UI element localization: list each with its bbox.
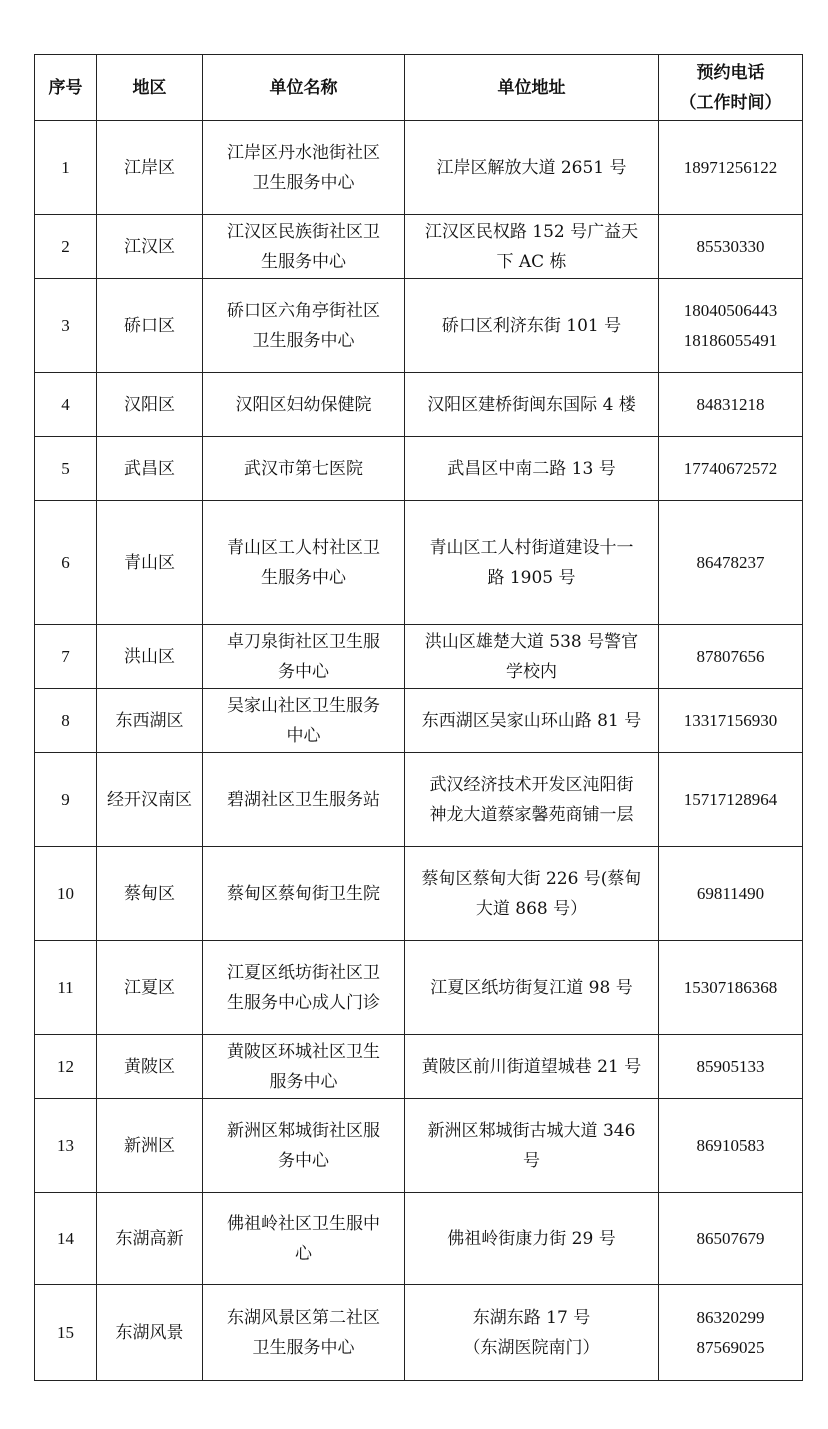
header-row [35,55,803,121]
phone-number-line: 18186055491 [683,330,778,350]
phone-cell [659,215,803,279]
phone-cell [659,1099,803,1193]
unit-name-cell [203,1035,405,1099]
district-cell: 武昌区 [97,437,203,501]
district-cell: 硚口区 [97,279,203,373]
phone-cell [659,437,803,501]
row-number: 12 [35,1035,97,1099]
unit-name-line: 江岸区丹水池街社区 [227,142,380,163]
vaccination-directory-table [34,54,803,1381]
unit-address-line: 大道 868 号） [475,898,588,919]
unit-address-line: 神龙大道蔡家馨苑商铺一层 [429,804,634,825]
unit-name-line: 碧湖社区卫生服务站 [227,789,380,810]
unit-name-cell [203,215,405,279]
unit-name-line: 江夏区纸坊街社区卫 [227,962,380,983]
table-row [35,1099,803,1193]
unit-address-line: 号 [523,1150,540,1171]
table-row [35,689,803,753]
unit-address-line: 江夏区纸坊街复江道 98 号 [430,977,633,998]
header-unit-address: 单位地址 [405,55,659,121]
unit-name-line: 生服务中心成人门诊 [227,992,380,1013]
unit-name-cell [203,625,405,689]
district-cell: 青山区 [97,501,203,625]
unit-name-line: 服务中心 [269,1071,338,1092]
header-unit-name: 单位名称 [203,55,405,121]
table-row [35,1193,803,1285]
table-row [35,753,803,847]
header-district: 地区 [97,55,203,121]
unit-name-line: 卓刀泉街社区卫生服 [227,631,380,652]
phone-cell [659,501,803,625]
phone-number-line: 86320299 [696,1307,765,1327]
table-row [35,215,803,279]
row-number: 4 [35,373,97,437]
unit-name-line: 心 [295,1243,312,1264]
phone-cell [659,941,803,1035]
unit-address-cell [405,373,659,437]
phone-cell [659,689,803,753]
district-cell: 江夏区 [97,941,203,1035]
phone-cell [659,121,803,215]
phone-cell [659,753,803,847]
unit-name-cell [203,1285,405,1381]
row-number: 1 [35,121,97,215]
unit-name-cell [203,279,405,373]
unit-name-line: 蔡甸区蔡甸街卫生院 [227,883,380,904]
unit-address-cell [405,1285,659,1381]
row-number: 7 [35,625,97,689]
unit-name-cell [203,437,405,501]
unit-name-line: 东湖风景区第二社区 [227,1307,380,1328]
table-row [35,847,803,941]
unit-address-cell [405,501,659,625]
phone-cell [659,625,803,689]
district-cell: 经开汉南区 [97,753,203,847]
unit-address-cell [405,847,659,941]
unit-address-line: 武昌区中南二路 13 号 [447,458,616,479]
unit-address-line: 青山区工人村街道建设十一 [429,537,634,558]
unit-name-line: 新洲区邾城街社区服 [227,1120,380,1141]
unit-name-cell [203,941,405,1035]
row-number: 14 [35,1193,97,1285]
phone-cell [659,847,803,941]
district-cell: 洪山区 [97,625,203,689]
phone-number-line: 85905133 [696,1056,765,1076]
unit-name-cell [203,121,405,215]
unit-name-line: 黄陂区环城社区卫生 [227,1041,380,1062]
phone-cell [659,1285,803,1381]
row-number: 10 [35,847,97,941]
table-row [35,279,803,373]
header-phone [659,55,803,121]
header-phone-line1: 预约电话 [696,62,765,83]
unit-address-cell [405,753,659,847]
unit-address-line: 学校内 [506,661,557,682]
unit-address-line: 汉阳区建桥街闽东国际 4 楼 [427,394,636,415]
phone-cell [659,1035,803,1099]
unit-address-cell [405,625,659,689]
phone-number-line: 86910583 [696,1135,765,1155]
phone-number-line: 18971256122 [683,157,778,177]
unit-address-cell [405,215,659,279]
table-row [35,373,803,437]
row-number: 3 [35,279,97,373]
phone-number-line: 15717128964 [683,789,778,809]
unit-name-line: 生服务中心 [261,251,346,272]
table-row [35,941,803,1035]
unit-name-line: 佛祖岭社区卫生服中 [227,1213,380,1234]
unit-name-cell [203,753,405,847]
table-row [35,1285,803,1381]
unit-name-cell [203,1193,405,1285]
unit-name-line: 汉阳区妇幼保健院 [235,394,372,415]
unit-name-line: 卫生服务中心 [252,172,355,193]
unit-name-line: 卫生服务中心 [252,1337,355,1358]
table-row [35,121,803,215]
row-number: 5 [35,437,97,501]
unit-name-line: 青山区工人村社区卫 [227,537,380,558]
unit-name-line: 务中心 [278,1150,329,1171]
district-cell: 汉阳区 [97,373,203,437]
unit-name-line: 中心 [286,725,321,746]
phone-cell [659,373,803,437]
phone-cell [659,1193,803,1285]
table-row [35,625,803,689]
unit-address-cell [405,121,659,215]
row-number: 9 [35,753,97,847]
row-number: 13 [35,1099,97,1193]
district-cell: 东湖风景 [97,1285,203,1381]
unit-address-line: 新洲区邾城街古城大道 346 [427,1120,636,1141]
row-number: 2 [35,215,97,279]
unit-address-line: 东西湖区吴家山环山路 81 号 [421,710,642,731]
phone-number-line: 15307186368 [683,977,778,997]
phone-number-line: 86507679 [696,1228,765,1248]
header-phone-line2: （工作时间） [679,92,782,113]
unit-address-line: 硚口区利济东街 101 号 [441,315,622,336]
district-cell: 东湖高新 [97,1193,203,1285]
phone-number-line: 18040506443 [683,300,778,320]
district-cell: 新洲区 [97,1099,203,1193]
unit-address-line: （东湖医院南门） [463,1337,600,1358]
unit-name-line: 务中心 [278,661,329,682]
row-number: 11 [35,941,97,1035]
unit-address-cell [405,1193,659,1285]
unit-name-cell [203,847,405,941]
district-cell: 东西湖区 [97,689,203,753]
unit-address-line: 武汉经济技术开发区沌阳街 [429,774,634,795]
table-row [35,437,803,501]
unit-address-cell [405,437,659,501]
phone-number-line: 85530330 [696,236,765,256]
unit-name-line: 卫生服务中心 [252,330,355,351]
phone-number-line: 69811490 [696,883,765,903]
unit-name-line: 武汉市第七医院 [244,458,363,479]
phone-number-line: 86478237 [696,552,765,572]
row-number: 6 [35,501,97,625]
unit-name-cell [203,689,405,753]
unit-address-cell [405,1099,659,1193]
unit-name-cell [203,1099,405,1193]
unit-name-line: 吴家山社区卫生服务 [227,695,380,716]
district-cell: 江汉区 [97,215,203,279]
unit-address-line: 下 AC 栋 [496,251,567,272]
unit-address-line: 路 1905 号 [487,567,576,588]
row-number: 8 [35,689,97,753]
unit-address-line: 江岸区解放大道 2651 号 [436,157,627,178]
unit-name-cell [203,501,405,625]
unit-address-line: 佛祖岭街康力街 29 号 [447,1228,616,1249]
phone-number-line: 87569025 [696,1337,765,1357]
phone-cell [659,279,803,373]
table-row [35,501,803,625]
unit-address-line: 蔡甸区蔡甸大街 226 号(蔡甸 [421,868,642,889]
phone-number-line: 84831218 [696,394,765,414]
phone-number-line: 13317156930 [683,710,778,730]
district-cell: 蔡甸区 [97,847,203,941]
header-no: 序号 [35,55,97,121]
unit-address-line: 东湖东路 17 号 [472,1307,591,1328]
phone-number-line: 17740672572 [683,458,778,478]
district-cell: 江岸区 [97,121,203,215]
unit-address-cell [405,689,659,753]
phone-number-line: 87807656 [696,646,765,666]
unit-address-cell [405,941,659,1035]
unit-name-cell [203,373,405,437]
unit-name-line: 硚口区六角亭街社区 [227,300,380,321]
unit-address-line: 洪山区雄楚大道 538 号警官 [424,631,639,652]
row-number: 15 [35,1285,97,1381]
unit-address-line: 江汉区民权路 152 号广益天 [424,221,639,242]
table-row [35,1035,803,1099]
district-cell: 黄陂区 [97,1035,203,1099]
unit-address-cell [405,1035,659,1099]
unit-name-line: 江汉区民族街社区卫 [227,221,380,242]
unit-name-line: 生服务中心 [261,567,346,588]
unit-address-line: 黄陂区前川街道望城巷 21 号 [421,1056,642,1077]
unit-address-cell [405,279,659,373]
